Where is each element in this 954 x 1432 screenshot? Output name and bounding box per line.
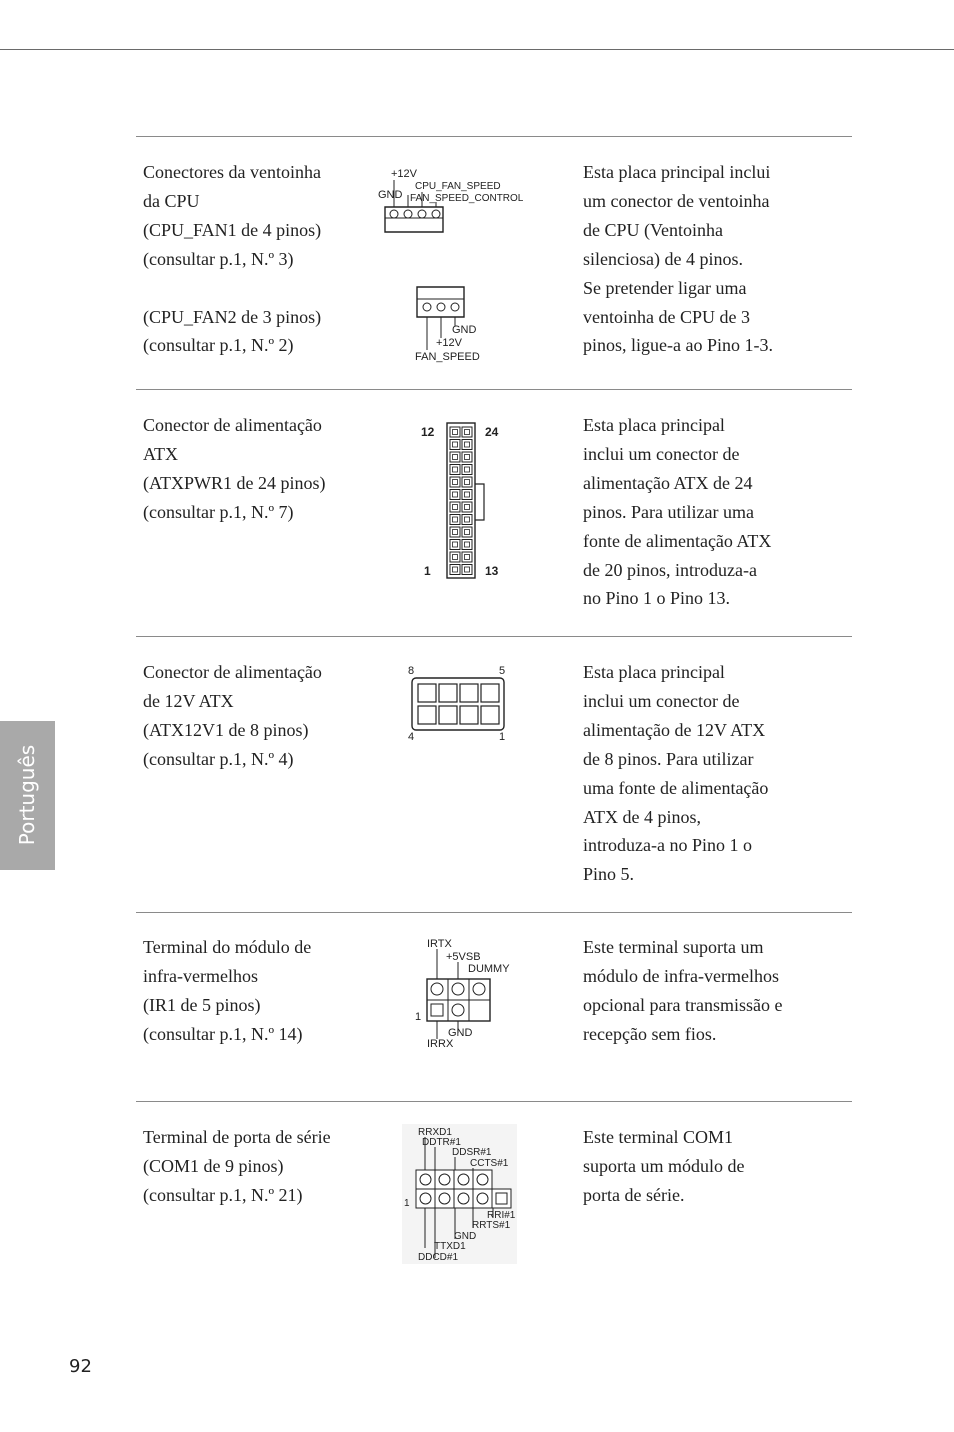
label: GND bbox=[452, 324, 477, 336]
pin bbox=[465, 480, 470, 485]
pin bbox=[465, 467, 470, 472]
pin bbox=[460, 684, 478, 702]
label: GND bbox=[454, 1231, 477, 1242]
pin bbox=[453, 467, 458, 472]
pin bbox=[420, 1174, 431, 1185]
pin bbox=[481, 684, 499, 702]
label: +5VSB bbox=[446, 951, 481, 963]
label: 1 bbox=[404, 1198, 410, 1209]
label: DDSR#1 bbox=[452, 1147, 492, 1158]
label: DUMMY bbox=[468, 963, 510, 975]
pin bbox=[477, 1193, 488, 1204]
label: 12 bbox=[421, 425, 435, 439]
com-port-title: Terminal de porta de série (COM1 de 9 pinos) (consultar p.1, N.º 21) bbox=[143, 1127, 331, 1205]
pin bbox=[439, 1174, 450, 1185]
label: 1 bbox=[424, 564, 431, 578]
label: 5 bbox=[499, 665, 506, 677]
cpu-fan-diagram bbox=[378, 162, 568, 377]
pin bbox=[453, 505, 458, 510]
pin bbox=[460, 706, 478, 724]
label: FAN_SPEED bbox=[415, 351, 480, 363]
pin bbox=[465, 517, 470, 522]
pin bbox=[496, 1193, 507, 1204]
pin bbox=[465, 567, 470, 572]
pin bbox=[453, 517, 458, 522]
pin bbox=[420, 1193, 431, 1204]
language-tab bbox=[0, 721, 55, 870]
cpu-fan-description: Esta placa principal inclui um conector de ventoinha de CPU (Ventoinha silenciosa) de 4 pinos. Se pretender ligar uma ventoinha de CPU de 3 pinos, ligue-a ao Pino 1-3. bbox=[583, 162, 773, 356]
atx12v-title: Conector de alimentação de 12V ATX (ATX12V1 de 8 pinos) (consultar p.1, N.º 4) bbox=[143, 662, 322, 769]
cpu-fan-title: Conectores da ventoinha da CPU (CPU_FAN1 de 4 pinos) (consultar p.1, N.º 3) (CPU_FAN2 de 3 pinos) (consultar p.1, N.º 2) bbox=[143, 162, 322, 356]
page-number: 92 bbox=[69, 1356, 92, 1377]
label: +12V bbox=[436, 337, 462, 349]
label: 1 bbox=[499, 731, 506, 743]
pin bbox=[453, 442, 458, 447]
label: TTXD1 bbox=[434, 1241, 466, 1252]
label: CPU_FAN_SPEED bbox=[415, 181, 501, 192]
atx-24pin-diagram bbox=[418, 418, 508, 589]
ir-5pin-diagram bbox=[412, 935, 532, 1058]
pin bbox=[439, 1193, 450, 1204]
atx12v-description: Esta placa principal inclui um conector de alimentação de 12V ATX de 8 pinos. Para utilizar uma fonte de alimentação ATX de 4 pinos, introduza-a no Pino 1 o Pino 5. bbox=[583, 662, 769, 885]
pin bbox=[458, 1193, 469, 1204]
pin bbox=[465, 555, 470, 560]
ir-module-description: Este terminal suporta um módulo de infra-vermelhos opcional para transmissão e recepção sem fios. bbox=[583, 937, 783, 1044]
pin bbox=[465, 455, 470, 460]
pin bbox=[418, 706, 436, 724]
pin bbox=[465, 442, 470, 447]
atx-power-description: Esta placa principal inclui um conector de alimentação ATX de 24 pinos. Para utilizar uma fonte de alimentação ATX de 20 pinos, introduza-a no Pino 1 o Pino 13. bbox=[583, 415, 772, 609]
section-divider bbox=[136, 912, 852, 913]
ir-module-title: Terminal do módulo de infra-vermelhos (IR1 de 5 pinos) (consultar p.1, N.º 14) bbox=[143, 937, 312, 1044]
label: DDCD#1 bbox=[418, 1252, 459, 1263]
label: RRI#1 bbox=[487, 1210, 516, 1221]
pin bbox=[453, 555, 458, 560]
label: RRXD1 bbox=[418, 1127, 452, 1138]
label: DDTR#1 bbox=[422, 1137, 461, 1148]
section-divider bbox=[136, 389, 852, 390]
label: RRTS#1 bbox=[472, 1220, 511, 1231]
label: 13 bbox=[485, 564, 499, 578]
pin bbox=[439, 684, 457, 702]
pin bbox=[453, 567, 458, 572]
pin bbox=[453, 530, 458, 535]
label: +12V bbox=[391, 168, 417, 180]
com-9pin-diagram bbox=[402, 1124, 517, 1269]
pin bbox=[465, 505, 470, 510]
label: IRTX bbox=[427, 938, 452, 950]
language-tab-label: Português bbox=[15, 744, 39, 846]
label: CCTS#1 bbox=[470, 1158, 509, 1169]
label: 1 bbox=[415, 1011, 422, 1023]
pin bbox=[453, 542, 458, 547]
label: GND bbox=[448, 1027, 473, 1039]
section-divider bbox=[136, 136, 852, 137]
label: 24 bbox=[485, 425, 499, 439]
atx12v-8pin-diagram bbox=[404, 662, 514, 751]
pin bbox=[465, 492, 470, 497]
pin bbox=[453, 455, 458, 460]
label: FAN_SPEED_CONTROL bbox=[410, 193, 524, 204]
label: GND bbox=[378, 189, 403, 201]
pin bbox=[465, 430, 470, 435]
label: 4 bbox=[408, 731, 415, 743]
pin bbox=[439, 706, 457, 724]
label: 8 bbox=[408, 665, 415, 677]
pin bbox=[481, 706, 499, 724]
pin bbox=[465, 542, 470, 547]
com-port-description: Este terminal COM1 suporta um módulo de porta de série. bbox=[583, 1127, 745, 1205]
section-divider bbox=[136, 636, 852, 637]
pin bbox=[458, 1174, 469, 1185]
header-rule bbox=[0, 49, 954, 50]
pin bbox=[465, 530, 470, 535]
pin bbox=[453, 430, 458, 435]
pin bbox=[477, 1174, 488, 1185]
label: IRRX bbox=[427, 1038, 454, 1050]
pin bbox=[453, 480, 458, 485]
section-divider bbox=[136, 1101, 852, 1102]
pin bbox=[418, 684, 436, 702]
pin bbox=[453, 492, 458, 497]
atx-power-title: Conector de alimentação ATX (ATXPWR1 de 24 pinos) (consultar p.1, N.º 7) bbox=[143, 415, 326, 522]
